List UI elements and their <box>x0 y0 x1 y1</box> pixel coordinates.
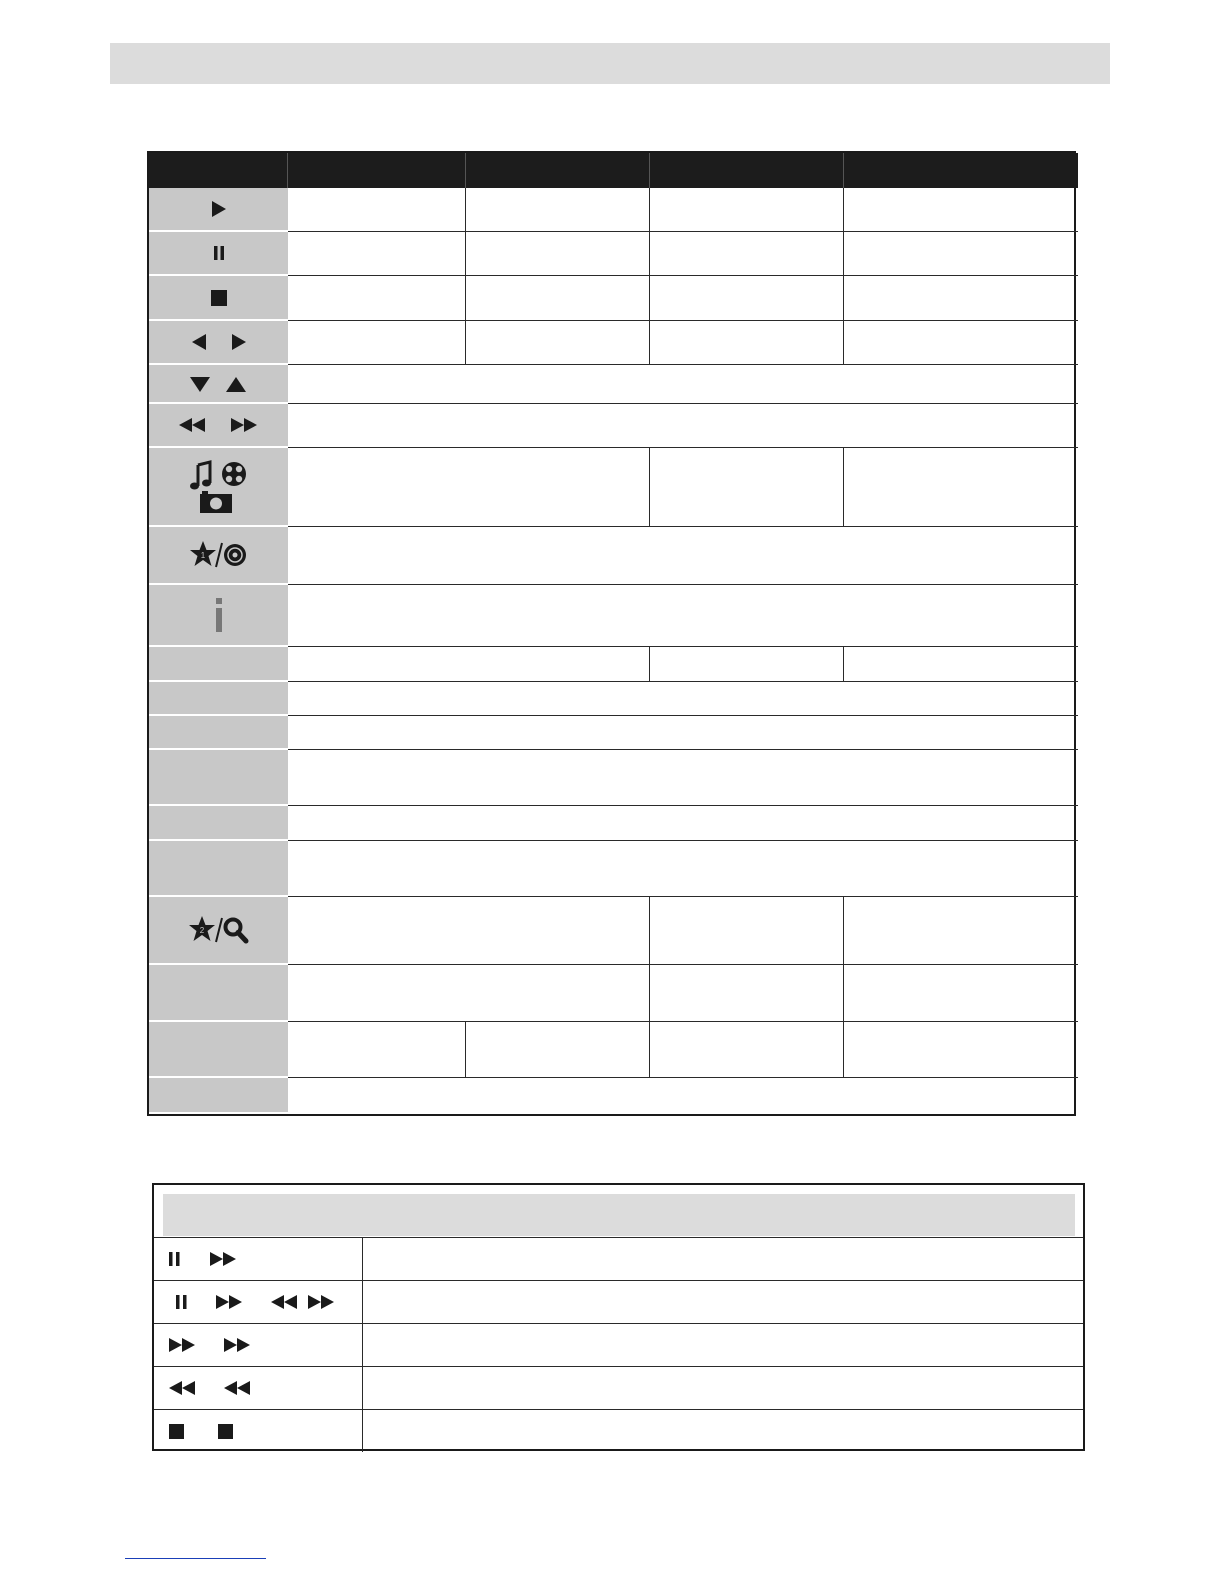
table-cell <box>288 585 1078 647</box>
table-cell <box>288 750 1078 806</box>
table-cell <box>288 965 650 1022</box>
left-right-key-cell <box>149 321 288 365</box>
stop-stop-icon <box>166 1421 246 1441</box>
table-cell <box>650 232 844 276</box>
star-1-disc-icon <box>189 539 249 571</box>
music-video-photo-icon <box>188 459 250 515</box>
trick-key-cell <box>154 1324 363 1366</box>
table-cell <box>844 232 1078 276</box>
table-cell <box>288 897 650 965</box>
table-cell <box>844 965 1078 1022</box>
key-cell <box>149 806 288 841</box>
table-cell <box>466 1022 650 1078</box>
table-header-cell <box>466 153 650 188</box>
pause-forward-rewind-forward-icon <box>166 1292 346 1312</box>
rewind-forward-key-cell <box>149 404 288 448</box>
table-cell <box>844 1022 1078 1078</box>
trick-description <box>363 1238 1083 1280</box>
table-cell <box>650 647 844 682</box>
table-cell <box>650 276 844 321</box>
media-key-cell <box>149 448 288 527</box>
table-cell <box>288 841 1078 897</box>
table-row <box>154 1409 1083 1452</box>
table-cell <box>844 897 1078 965</box>
table-cell <box>288 716 1078 750</box>
key-cell <box>149 682 288 716</box>
pause-icon <box>212 244 226 262</box>
favorite-1-key-cell <box>149 527 288 585</box>
trick-mode-table <box>152 1183 1085 1451</box>
table-cell <box>466 321 650 365</box>
table-row <box>154 1323 1083 1366</box>
stop-icon <box>210 289 228 307</box>
trick-key-cell <box>154 1281 363 1323</box>
table-cell <box>844 448 1078 527</box>
table-cell <box>466 276 650 321</box>
table-header-cell <box>288 153 466 188</box>
playback-controls-table <box>147 151 1076 1116</box>
left-right-arrows-icon <box>190 332 248 352</box>
star-2-search-icon <box>188 914 250 946</box>
table-cell <box>650 321 844 365</box>
play-key-cell <box>149 188 288 232</box>
table-header-cell <box>650 153 844 188</box>
table-cell <box>844 188 1078 232</box>
key-cell <box>149 965 288 1022</box>
table-header-cell <box>844 153 1078 188</box>
table-cell <box>288 1022 466 1078</box>
key-cell <box>149 1078 288 1112</box>
table-cell <box>466 232 650 276</box>
favorite-2-key-cell <box>149 897 288 965</box>
pause-forward-icon <box>166 1249 246 1269</box>
table-cell <box>650 897 844 965</box>
footer-link-underline <box>125 1558 266 1559</box>
svg-text:1: 1 <box>200 551 205 560</box>
table-cell <box>288 806 1078 841</box>
down-up-arrows-icon <box>188 374 250 394</box>
info-icon <box>213 597 225 633</box>
forward-forward-icon <box>166 1335 266 1355</box>
pause-key-cell <box>149 232 288 276</box>
table-cell <box>844 321 1078 365</box>
table-cell <box>288 448 650 527</box>
play-icon <box>210 199 228 219</box>
rewind-forward-icon <box>177 416 261 434</box>
table-cell <box>288 404 1078 448</box>
key-cell <box>149 716 288 750</box>
svg-text:2: 2 <box>199 926 204 935</box>
rewind-rewind-icon <box>166 1378 266 1398</box>
table-header-cell <box>149 153 288 188</box>
trick-description <box>363 1410 1083 1452</box>
stop-key-cell <box>149 276 288 321</box>
table-cell <box>844 647 1078 682</box>
trick-description <box>363 1324 1083 1366</box>
table-row <box>154 1280 1083 1323</box>
table-row <box>154 1237 1083 1280</box>
key-cell <box>149 841 288 897</box>
key-cell <box>149 750 288 806</box>
trick-description <box>363 1367 1083 1409</box>
down-up-key-cell <box>149 365 288 404</box>
key-cell <box>149 647 288 682</box>
key-cell <box>149 1022 288 1078</box>
trick-key-cell <box>154 1367 363 1409</box>
table-cell <box>650 188 844 232</box>
trick-key-cell <box>154 1410 363 1452</box>
table-cell <box>844 276 1078 321</box>
table-cell <box>466 188 650 232</box>
table-cell <box>288 1078 1078 1112</box>
table-cell <box>288 232 466 276</box>
table-cell <box>288 527 1078 585</box>
trick-description <box>363 1281 1083 1323</box>
trick-key-cell <box>154 1238 363 1280</box>
table-cell <box>288 365 1078 404</box>
page-title-bar <box>110 43 1110 84</box>
table-cell <box>650 965 844 1022</box>
table-row <box>154 1366 1083 1409</box>
trick-mode-header <box>163 1194 1075 1236</box>
table-cell <box>288 321 466 365</box>
table-cell <box>288 188 466 232</box>
table-cell <box>288 647 650 682</box>
table-cell <box>650 448 844 527</box>
table-cell <box>288 276 466 321</box>
info-key-cell <box>149 585 288 647</box>
table-cell <box>288 682 1078 716</box>
table-cell <box>650 1022 844 1078</box>
